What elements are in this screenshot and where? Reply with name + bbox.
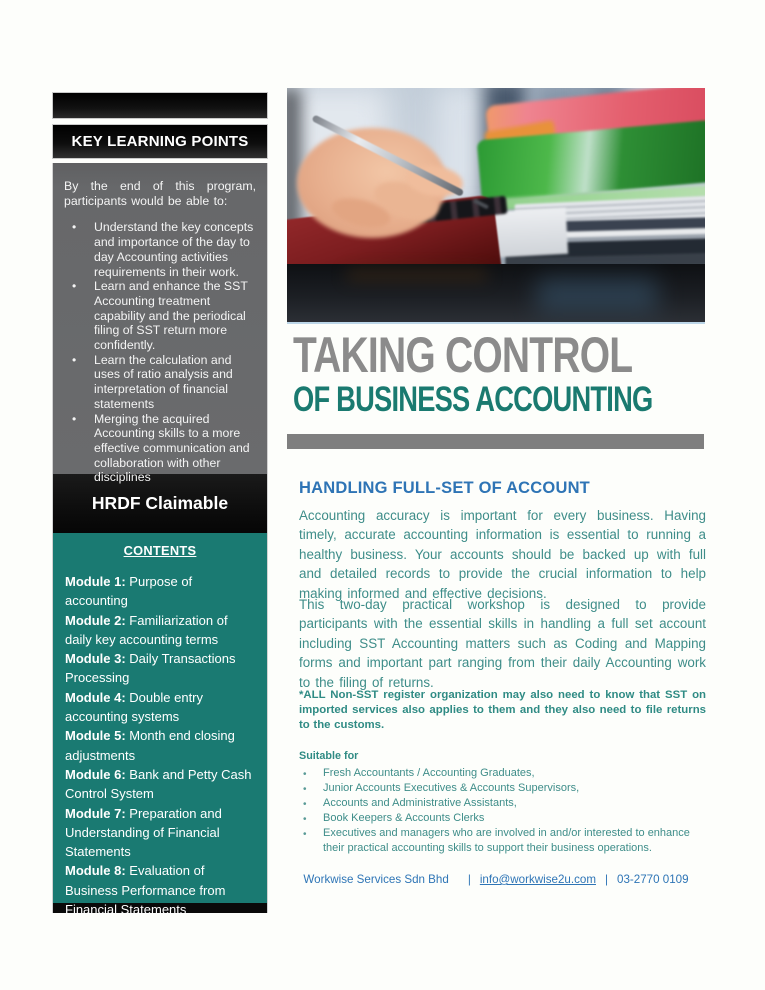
sidebar-top-bar	[52, 92, 268, 119]
module-text: Familiarization of daily key accounting terms	[65, 612, 228, 647]
module-label: Module 4:	[65, 689, 126, 705]
suitable-for-list	[299, 766, 706, 856]
module-row	[65, 726, 255, 765]
suitable-for-title: Suitable for	[299, 750, 359, 762]
module-label: Module 6:	[65, 766, 126, 782]
module-label: Module 7:	[65, 805, 126, 821]
photo-reflection	[347, 270, 487, 280]
module-text: Purpose of accounting	[65, 574, 193, 609]
key-learning-points-title: KEY LEARNING POINTS	[71, 133, 249, 150]
suitable-for-item: • Executives and managers who are involved in and/or interested to enhance their practical accounting skills to support their business operations.	[299, 826, 706, 856]
footer-company-name: Workwise Services Sdn Bhd	[303, 873, 449, 886]
key-learning-item: • Learn the calculation and uses of ratio analysis and interpretation of financial statements	[64, 353, 256, 412]
key-learning-item: • Understand the key concepts and importance of the day to day Accounting activities requirements in their work.	[64, 220, 256, 279]
module-text: Preparation and Understanding of Financial Statements	[65, 805, 222, 860]
module-label: Module 3:	[65, 651, 126, 667]
photo-dark-edge	[287, 88, 301, 238]
key-learning-item: • Learn and enhance the SST Accounting treatment capability and the periodical filing of SST return more confidently.	[64, 279, 256, 353]
module-label: Module 1:	[65, 574, 126, 589]
hrdf-claimable-label: HRDF Claimable	[91, 493, 229, 513]
hero-divider-bar	[287, 434, 704, 449]
footer-email-link[interactable]: info@workwise2u.com	[479, 873, 596, 886]
key-learning-points-body	[53, 163, 267, 485]
key-learning-list	[64, 220, 256, 485]
module-text: Evaluation of Business Performance from Financial Statements	[65, 863, 226, 918]
footer-separator: |	[605, 873, 609, 886]
hero-title-line2	[293, 382, 754, 417]
body-paragraph-1: Accounting accuracy is important for every business. Having timely, accurate accounting information is essential to running a healthy business. Your accounts should be backed up with full and detailed records to provide the crucial information to help making informed and effective decisions.	[299, 508, 706, 601]
key-learning-intro: By the end of this program, participants would be able to:	[64, 179, 256, 208]
body-paragraph-2: This two-day practical workshop is designed to provide participants with the essential skills in handling a full set account including SST Accounting matters such as Coding and Mapping forms and important part ranging from their daily Accounting work to the filing of returns.	[299, 597, 706, 690]
module-text: Double entry accounting systems	[65, 689, 204, 725]
suitable-for-item: • Junior Accounts Executives & Accounts Supervisors,	[299, 781, 706, 796]
footer	[287, 873, 705, 886]
suitable-for-item: • Accounts and Administrative Assistants,	[299, 796, 706, 811]
contents-title: CONTENTS	[123, 543, 197, 558]
footer-separator: |	[467, 873, 471, 886]
module-text: Daily Transactions Processing	[65, 651, 236, 686]
module-label: Module 8:	[65, 863, 126, 879]
section-heading: HANDLING FULL-SET OF ACCOUNT	[299, 479, 590, 497]
key-learning-points-header	[52, 124, 268, 159]
photo-reflection	[537, 278, 657, 312]
suitable-for-section	[299, 750, 706, 856]
key-learning-item: • Merging the acquired Accounting skills to a more effective communication and collaboration with other disciplines	[64, 412, 256, 486]
module-row	[65, 804, 255, 862]
sst-note: *ALL Non-SST register organization may also need to know that SST on imported services also applies to them and they also need to file returns to the customs.	[299, 689, 706, 731]
module-row	[65, 688, 255, 727]
contents-panel	[53, 533, 267, 918]
footer-phone: 03-2770 0109	[617, 873, 689, 886]
module-row	[65, 572, 255, 611]
module-label: Module 5:	[65, 728, 126, 744]
module-row	[65, 649, 255, 688]
module-label: Module 2:	[65, 612, 126, 628]
module-text: Month end closing adjustments	[65, 728, 235, 763]
hero-title-line1	[293, 327, 728, 383]
sidebar	[52, 163, 268, 918]
module-row	[65, 765, 255, 804]
suitable-for-item: • Book Keepers & Accounts Clerks	[299, 811, 706, 826]
hero-title-line2-text: OF BUSINESS ACCOUNTING	[293, 380, 653, 419]
accounting-photo	[287, 88, 705, 324]
suitable-for-item: • Fresh Accountants / Accounting Graduates,	[299, 766, 706, 781]
hero-title-line1-text: TAKING CONTROL	[293, 327, 633, 383]
module-row	[65, 611, 255, 650]
module-text: Bank and Petty Cash Control System	[65, 766, 252, 802]
